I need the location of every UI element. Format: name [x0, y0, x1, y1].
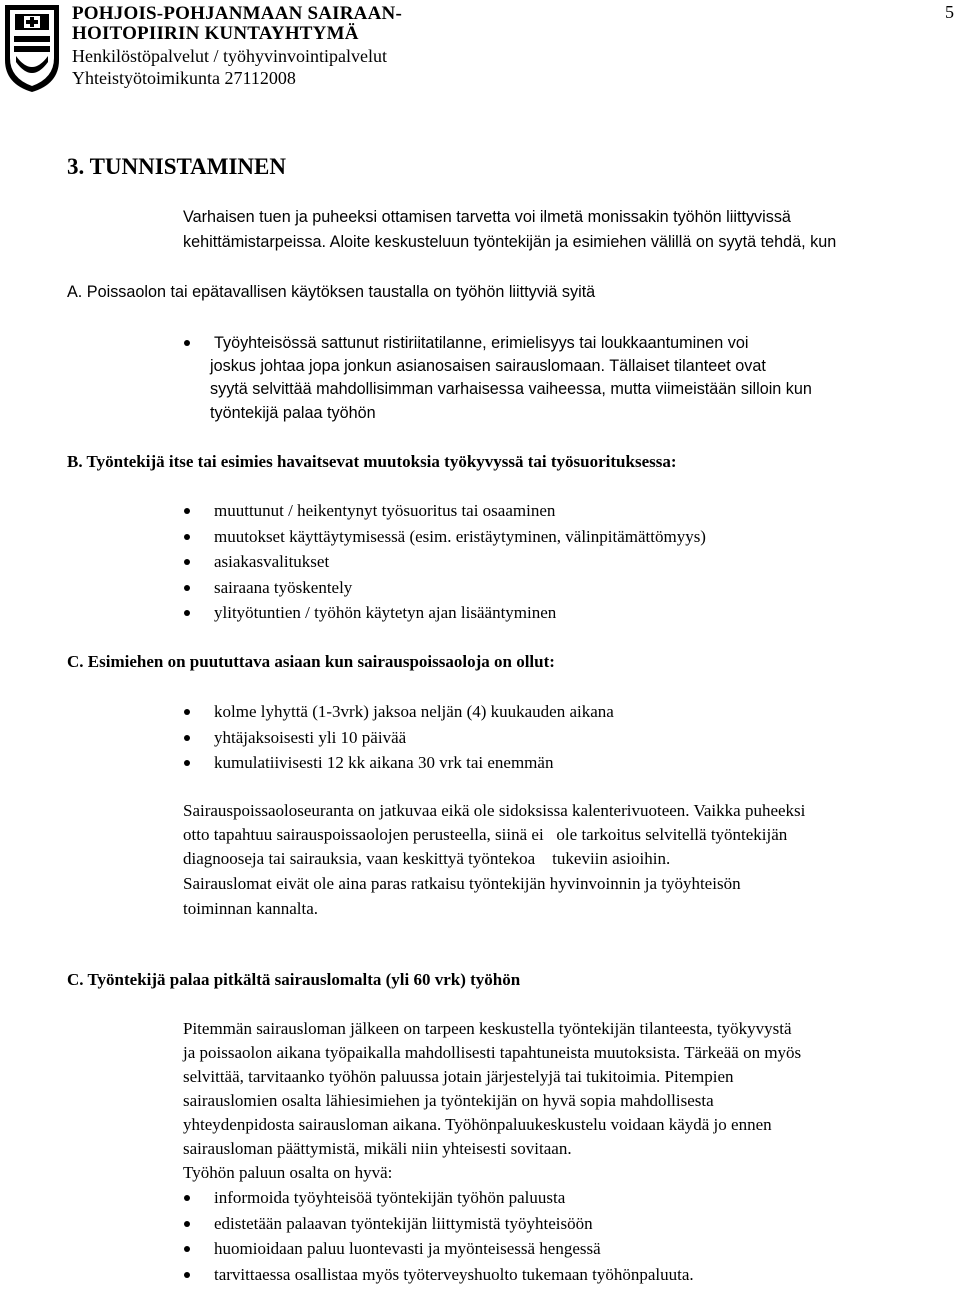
coat-of-arms-logo [2, 2, 62, 94]
list-item: muuttunut / heikentynyt työsuoritus tai osaaminen [214, 501, 556, 520]
section-title: 3. TUNNISTAMINEN [67, 154, 286, 179]
intro-line: kehittämistarpeissa. Aloite keskusteluun työntekijän ja esimiehen välillä on syytä tehdä, kun [183, 233, 837, 251]
bullet-dot [184, 585, 190, 591]
bullet-dot [184, 610, 190, 616]
list-item: asiakasvalitukset [214, 552, 330, 571]
c1-paragraph-line: Sairauspoissaoloseuranta on jatkuvaa eikä ole sidoksissa kalenterivuoteen. Vaikka puheeksi [183, 801, 806, 820]
org-name-line-1: POHJOIS-POHJANMAAN SAIRAAN- [72, 3, 402, 24]
bullet-dot [184, 534, 190, 540]
list-item: informoida työyhteisöä työntekijän työhön paluusta [214, 1188, 566, 1207]
c2-paragraph-line: ja poissaolon aikana työpaikalla mahdollisesti tapahtuneista muutoksista. Tärkeää on myös [183, 1043, 802, 1062]
heading-c-return: C. Työntekijä palaa pitkältä sairauslomalta (yli 60 vrk) työhön [67, 970, 521, 989]
c2-paragraph-line: Pitemmän sairausloman jälkeen on tarpeen keskustella työntekijän tilanteesta, työkyvystä [183, 1019, 792, 1038]
heading-c-sick-leave: C. Esimiehen on puututtava asiaan kun sairauspoissaoloja on ollut: [67, 652, 555, 671]
a-text-line: työntekijä palaa työhön [210, 404, 376, 422]
bullet-dot [184, 1195, 190, 1201]
list-item: yhtäjaksoisesti yli 10 päivää [214, 728, 407, 747]
c2-paragraph-line: yhteydenpidosta sairausloman aikana. Työhönpaluukeskustelu voidaan käydä jo ennen [183, 1115, 772, 1134]
list-item: huomioidaan paluu luontevasti ja myönteisessä hengessä [214, 1239, 601, 1258]
bullet-dot [184, 760, 190, 766]
list-item: tarvittaessa osallistaa myös työterveyshuolto tukemaan työhönpaluuta. [214, 1265, 694, 1284]
meeting-info: Yhteistyötoimikunta 27112008 [72, 68, 296, 88]
c1-paragraph-line: Sairauslomat eivät ole aina paras ratkaisu työntekijän hyvinvoinnin ja työyhteisön [183, 874, 741, 893]
bullet-dot [184, 1272, 190, 1278]
bullet-dot [184, 508, 190, 514]
bullet-dot [184, 340, 190, 346]
org-name-line-2: HOITOPIIRIN KUNTAYHTYMÄ [72, 23, 359, 44]
page-number: 5 [945, 2, 954, 22]
heading-b: B. Työntekijä itse tai esimies havaitsevat muutoksia työkyvyssä tai työsuorituksessa: [67, 452, 677, 471]
list-item: ylityötuntien / työhön käytetyn ajan lisääntyminen [214, 603, 557, 622]
list-item: muutokset käyttäytymisessä (esim. eristäytyminen, välinpitämättömyys) [214, 527, 706, 546]
c1-paragraph-line: toiminnan kannalta. [183, 899, 319, 918]
c2-paragraph-line: selvittää, tarvitaanko työhön paluussa jotain järjestelyjä tai tukitoimia. Pitempien [183, 1067, 734, 1086]
bullet-dot [184, 1221, 190, 1227]
department-name: Henkilöstöpalvelut / työhyvinvointipalvelut [72, 46, 387, 66]
c2-paragraph-line: Työhön paluun osalta on hyvä: [183, 1163, 393, 1182]
list-item: edistetään palaavan työntekijän liittymistä työyhteisöön [214, 1214, 593, 1233]
a-text-line: Työyhteisössä sattunut ristiriitatilanne, erimielisyys tai loukkaantuminen voi [214, 334, 749, 352]
bullet-dot [184, 559, 190, 565]
c1-paragraph-line: diagnooseja tai sairauksia, vaan keskittyä työntekoa tukeviin asioihin. [183, 849, 671, 868]
bullet-dot [184, 1246, 190, 1252]
c2-paragraph-line: sairausloman päättymistä, mikäli niin yhteisesti sovitaan. [183, 1139, 572, 1158]
bullet-dot [184, 735, 190, 741]
a-text-line: joskus johtaa jopa jonkun asianosaisen sairauslomaan. Tällaiset tilanteet ovat [210, 357, 766, 375]
list-item: sairaana työskentely [214, 578, 353, 597]
intro-line: Varhaisen tuen ja puheeksi ottamisen tarvetta voi ilmetä monissakin työhön liittyvissä [183, 208, 791, 226]
c1-paragraph-line: otto tapahtuu sairauspoissaolojen perusteella, siinä ei ole tarkoitus selvitellä työntekijän [183, 825, 788, 844]
bullet-dot [184, 709, 190, 715]
list-item: kumulatiivisesti 12 kk aikana 30 vrk tai enemmän [214, 753, 554, 772]
c2-paragraph-line: sairauslomien osalta lähiesimiehen ja työntekijän on hyvä sopia mahdollisesta [183, 1091, 714, 1110]
a-text-line: syytä selvittää mahdollisimman varhaisessa vaiheessa, mutta viimeistään silloin kun [210, 380, 812, 398]
list-item: kolme lyhyttä (1-3vrk) jaksoa neljän (4) kuukauden aikana [214, 702, 614, 721]
heading-a: A. Poissaolon tai epätavallisen käytöksen taustalla on työhön liittyviä syitä [67, 283, 596, 301]
